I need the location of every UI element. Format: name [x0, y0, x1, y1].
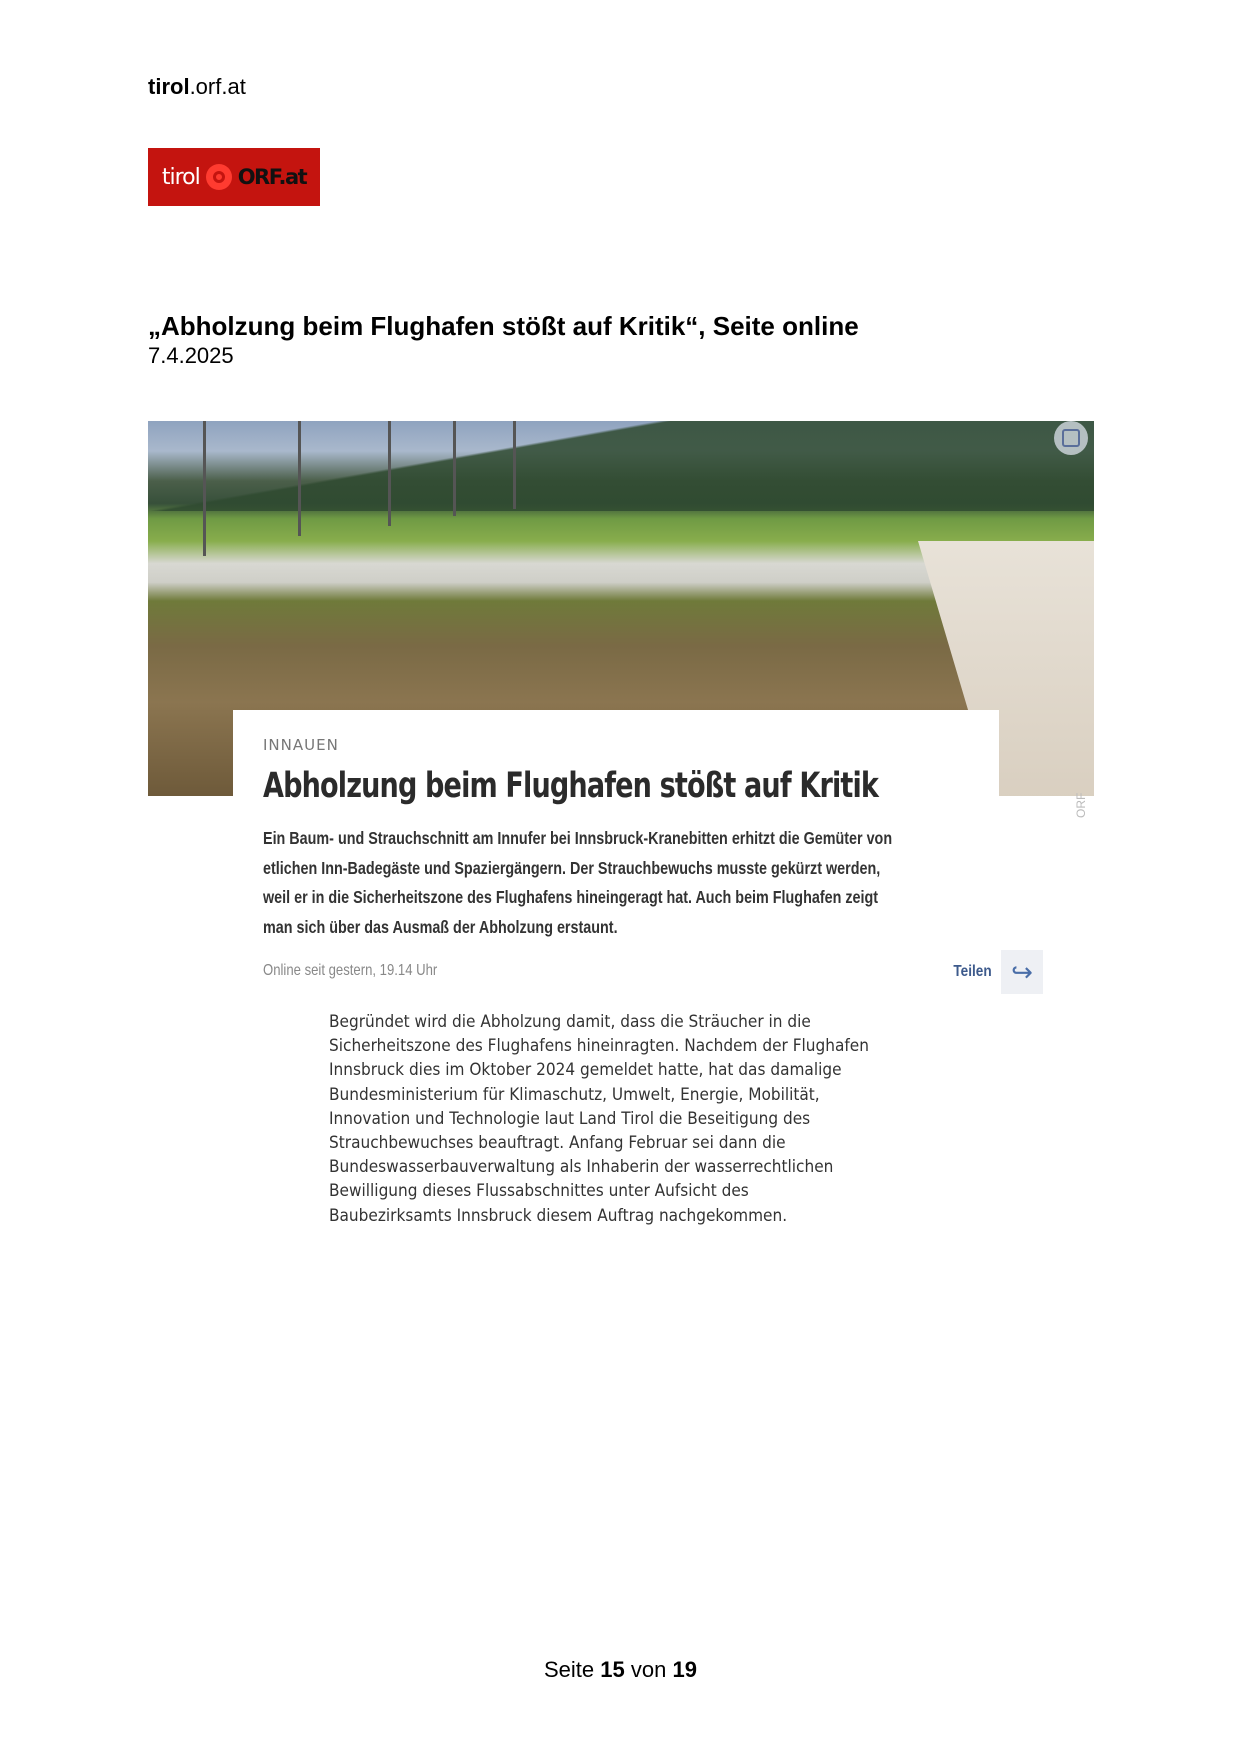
document-date: 7.4.2025 [148, 343, 234, 368]
photo-fence-post [513, 421, 516, 509]
body-line: Sicherheitszone des Flughafens hineinragten. Nachdem der Flughafen [329, 1036, 869, 1056]
photo-credit: ORF [1074, 792, 1088, 818]
expand-icon-glyph [1062, 429, 1080, 447]
photo-mountains [148, 421, 1094, 511]
article-kicker: INNAUEN [263, 736, 339, 754]
share-arrow-icon[interactable]: ↪ [1001, 950, 1043, 994]
share-label[interactable]: Teilen [953, 963, 992, 980]
share-button[interactable] [950, 950, 1043, 994]
site-name-rest: .orf.at [189, 74, 246, 99]
lead-line: etlichen Inn-Badegäste und Spaziergängern. Der Strauchbewuchs musste gekürzt werden, [263, 857, 881, 878]
body-line: Bundesministerium für Klimaschutz, Umwelt, Energie, Mobilität, [329, 1084, 820, 1104]
article-lead [263, 824, 1030, 942]
photo-fence-post [203, 421, 206, 556]
tirol-orf-logo [148, 148, 320, 206]
document-title: „Abholzung beim Flughafen stößt auf Kritik“, Seite online [148, 311, 859, 341]
photo-fence-post [453, 421, 456, 516]
article-body [329, 1010, 910, 1228]
article-headline: Abholzung beim Flughafen stößt auf Kritik [263, 766, 879, 806]
site-name-bold: tirol [148, 74, 190, 99]
body-line: Strauchbewuchses beauftragt. Anfang Februar sei dann die [329, 1133, 786, 1153]
orf-ring-icon [206, 164, 232, 190]
footer-page-number: 15 [600, 1657, 625, 1682]
body-line: Innsbruck dies im Oktober 2024 gemeldet hatte, hat das damalige [329, 1060, 842, 1080]
logo-text-orf: ORF.at [237, 165, 307, 189]
footer-prefix: Seite [544, 1657, 595, 1682]
body-line: Baubezirksamts Innsbruck diesem Auftrag nachgekommen. [329, 1205, 788, 1225]
lead-line: Ein Baum- und Strauchschnitt am Innufer bei Innsbruck-Kranebitten erhitzt die Gemüter von [263, 828, 893, 848]
body-line: Bewilligung dieses Flussabschnittes unter Aufsicht des [329, 1181, 749, 1201]
logo-text-tirol: tirol [161, 164, 200, 190]
photo-fence-post [388, 421, 391, 526]
photo-fence-post [298, 421, 301, 536]
footer-middle: von [630, 1657, 667, 1682]
page-footer [0, 1657, 1241, 1683]
body-line: Innovation und Technologie laut Land Tirol die Beseitigung des [329, 1108, 811, 1128]
site-name [148, 74, 246, 100]
footer-page-total: 19 [672, 1657, 697, 1682]
lead-line: man sich über das Ausmaß der Abholzung erstaunt. [263, 916, 618, 937]
body-line: Bundeswasserbauverwaltung als Inhaberin der wasserrechtlichen [329, 1157, 834, 1177]
body-line: Begründet wird die Abholzung damit, dass die Sträucher in die [329, 1012, 811, 1031]
online-timestamp: Online seit gestern, 19.14 Uhr [263, 962, 438, 979]
expand-icon[interactable] [1054, 421, 1088, 455]
lead-line: weil er in die Sicherheitszone des Flughafens hineingeragt hat. Auch beim Flughafen zeigt [263, 887, 879, 907]
